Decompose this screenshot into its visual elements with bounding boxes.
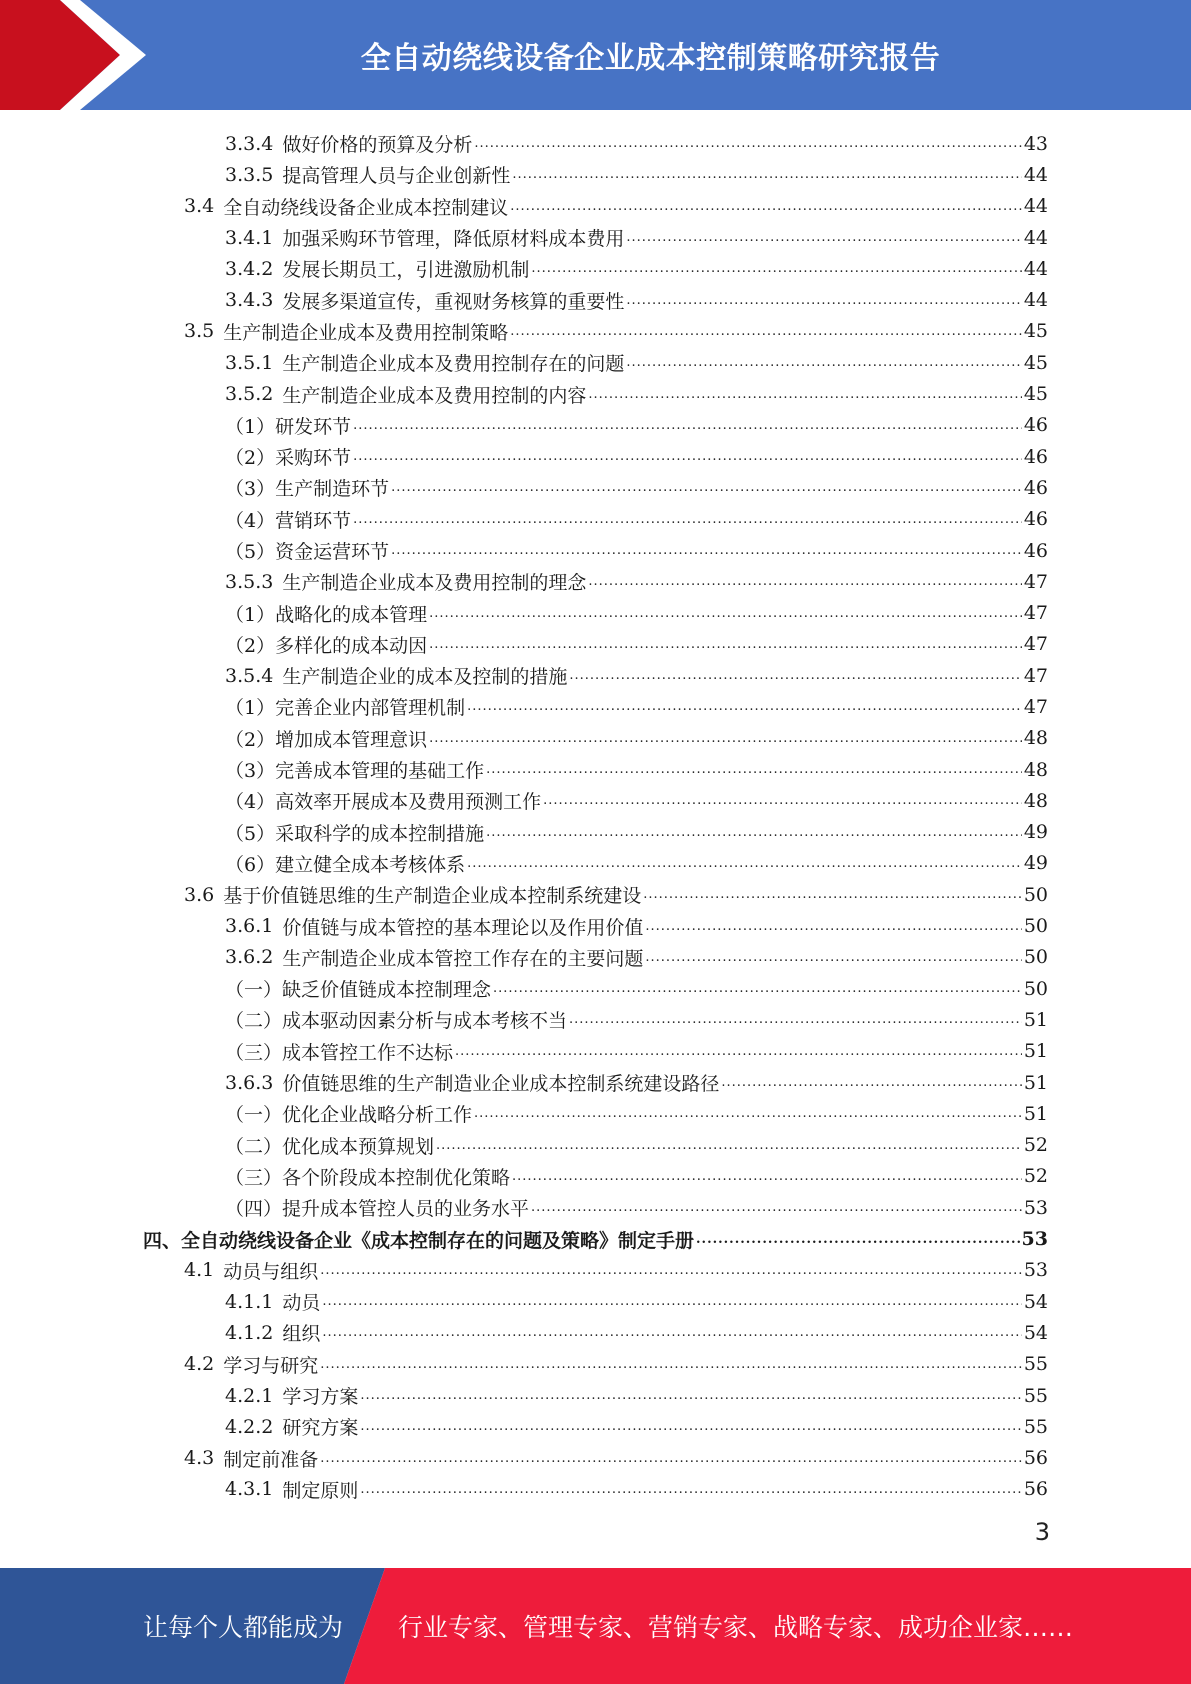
toc-entry-number: 3.5.2 (225, 383, 274, 406)
toc-entry-title: （二）优化成本预算规划 (225, 1135, 435, 1158)
toc-entry-page: 47 (1023, 664, 1048, 687)
toc-entry[interactable] (143, 504, 1048, 535)
toc-entry[interactable] (143, 159, 1048, 190)
toc-entry-title: 动员与组织 (223, 1260, 319, 1283)
toc-entry[interactable] (143, 441, 1048, 472)
toc-entry-number: 4.2.1 (225, 1384, 274, 1407)
toc-dot-leader (510, 199, 1022, 214)
toc-entry-title: 生产制造企业的成本及控制的措施 (282, 666, 568, 689)
toc-entry-page: 53 (1023, 1196, 1048, 1219)
toc-entry-title: 生产制造企业成本及费用控制存在的问题 (282, 353, 625, 376)
toc-entry[interactable] (143, 472, 1048, 503)
toc-entry-number: 4.2.2 (225, 1415, 274, 1438)
toc-entry-title: 生产制造企业成本及费用控制的理念 (282, 572, 587, 595)
toc-dot-leader (626, 355, 1021, 370)
toc-entry[interactable] (143, 1349, 1048, 1380)
toc-dot-leader (322, 1294, 1021, 1309)
toc-entry-number: 3.6.1 (225, 915, 274, 938)
toc-entry-title: （一）优化企业战略分析工作 (225, 1104, 473, 1127)
toc-entry[interactable] (143, 316, 1048, 347)
toc-entry[interactable] (143, 1442, 1048, 1473)
toc-entry[interactable] (143, 566, 1048, 597)
toc-dot-leader (569, 1012, 1022, 1027)
toc-entry[interactable] (143, 942, 1048, 973)
toc-entry-page: 51 (1023, 1040, 1048, 1063)
toc-entry-page: 46 (1023, 508, 1048, 531)
toc-entry[interactable] (143, 1067, 1048, 1098)
toc-entry-title: 学习与研究 (223, 1354, 319, 1377)
toc-entry[interactable] (143, 1317, 1048, 1348)
toc-entry-title: （2）采购环节 (225, 447, 352, 470)
toc-entry[interactable] (143, 754, 1048, 785)
toc-dot-leader (721, 1075, 1021, 1090)
table-of-contents (143, 128, 1048, 1505)
toc-entry-page: 53 (1023, 1259, 1048, 1282)
toc-entry-page: 46 (1023, 445, 1048, 468)
toc-dot-leader (486, 825, 1022, 840)
toc-dot-leader (391, 543, 1022, 558)
toc-entry-page: 45 (1023, 383, 1048, 406)
page-number: 3 (1034, 1518, 1050, 1546)
toc-dot-leader (626, 230, 1021, 245)
toc-entry-page: 50 (1023, 977, 1048, 1000)
toc-dot-leader (493, 981, 1022, 996)
toc-entry-title: （6）建立健全成本考核体系 (225, 853, 466, 876)
toc-entry-page: 52 (1023, 1165, 1048, 1188)
toc-entry-number: 3.6.3 (225, 1071, 274, 1094)
toc-dot-leader (429, 606, 1022, 621)
page-footer (0, 1568, 1191, 1684)
toc-entry[interactable] (143, 128, 1048, 159)
toc-entry[interactable] (143, 691, 1048, 722)
toc-entry-page: 47 (1023, 695, 1048, 718)
toc-entry-page: 50 (1023, 946, 1048, 969)
toc-entry-page: 48 (1023, 758, 1048, 781)
toc-entry-title: 制定原则 (282, 1479, 359, 1502)
toc-dot-leader (391, 480, 1022, 495)
toc-entry-page: 46 (1023, 414, 1048, 437)
toc-entry-number: 3.4.3 (225, 289, 274, 312)
toc-entry[interactable] (143, 222, 1048, 253)
toc-dot-leader (512, 1169, 1022, 1184)
toc-entry-title: （4）营销环节 (225, 509, 352, 532)
toc-entry-page: 46 (1023, 476, 1048, 499)
toc-entry-number: 3.3.4 (225, 132, 274, 155)
toc-entry[interactable] (143, 1130, 1048, 1161)
toc-entry-number: 3.6.2 (225, 946, 274, 969)
page-header (0, 0, 1191, 110)
toc-entry-page: 50 (1023, 883, 1048, 906)
toc-dot-leader (588, 574, 1021, 589)
toc-entry-page: 56 (1023, 1447, 1048, 1470)
toc-entry-title: （1）研发环节 (225, 415, 352, 438)
toc-entry[interactable] (143, 1192, 1048, 1223)
toc-entry-title: （3）生产制造环节 (225, 478, 390, 501)
toc-entry-title: （1）战略化的成本管理 (225, 603, 428, 626)
toc-dot-leader (643, 887, 1022, 902)
toc-dot-leader (474, 136, 1021, 151)
toc-entry-title: 提高管理人员与企业创新性 (282, 165, 511, 188)
toc-entry-page: 51 (1023, 1008, 1048, 1031)
toc-dot-leader (486, 762, 1022, 777)
toc-dot-leader (320, 1357, 1022, 1372)
toc-entry-page: 43 (1023, 132, 1048, 155)
toc-entry-title: （2）多样化的成本动因 (225, 634, 428, 657)
toc-entry-title: 生产制造企业成本及费用控制策略 (223, 321, 509, 344)
toc-entry-page: 55 (1023, 1353, 1048, 1376)
toc-dot-leader (322, 1325, 1021, 1340)
toc-entry-page: 51 (1023, 1071, 1048, 1094)
toc-entry-page: 46 (1023, 539, 1048, 562)
toc-entry[interactable] (143, 910, 1048, 941)
toc-entry[interactable] (143, 1255, 1048, 1286)
toc-entry-page: 49 (1023, 821, 1048, 844)
toc-entry-number: 4.1.2 (225, 1321, 274, 1344)
toc-entry-title: （2）增加成本管理意识 (225, 728, 428, 751)
toc-entry-page: 52 (1023, 1134, 1048, 1157)
toc-entry-title: 动员 (282, 1292, 321, 1315)
toc-dot-leader (455, 1044, 1022, 1059)
toc-entry-page: 53 (1021, 1228, 1048, 1251)
toc-entry[interactable] (143, 723, 1048, 754)
toc-entry-title: 基于价值链思维的生产制造企业成本控制系统建设 (223, 885, 642, 908)
toc-entry-title: 生产制造企业成本及费用控制的内容 (282, 384, 587, 407)
toc-entry-page: 54 (1023, 1290, 1048, 1313)
toc-dot-leader (360, 1419, 1021, 1434)
toc-entry-title: 学习方案 (282, 1386, 359, 1409)
toc-entry[interactable] (143, 1098, 1048, 1129)
toc-entry[interactable] (143, 660, 1048, 691)
toc-entry-page: 50 (1023, 915, 1048, 938)
toc-entry[interactable] (143, 879, 1048, 910)
toc-entry-page: 49 (1023, 852, 1048, 875)
toc-entry-number: 3.4 (184, 195, 215, 218)
toc-entry-page: 55 (1023, 1384, 1048, 1407)
toc-entry[interactable] (143, 535, 1048, 566)
toc-entry-title: （3）完善成本管理的基础工作 (225, 760, 485, 783)
toc-entry-page: 51 (1023, 1102, 1048, 1125)
toc-entry[interactable] (143, 597, 1048, 628)
toc-entry[interactable] (143, 410, 1048, 441)
toc-entry-number: 3.6 (184, 883, 215, 906)
toc-entry-page: 56 (1023, 1478, 1048, 1501)
toc-entry-page: 48 (1023, 789, 1048, 812)
toc-entry-title: （三）成本管控工作不达标 (225, 1041, 454, 1064)
toc-entry-title: （一）缺乏价值链成本控制理念 (225, 979, 492, 1002)
toc-entry[interactable] (143, 1474, 1048, 1505)
toc-dot-leader (531, 1200, 1022, 1215)
toc-entry-page: 44 (1023, 289, 1048, 312)
toc-dot-leader (474, 1106, 1022, 1121)
toc-entry[interactable] (143, 1380, 1048, 1411)
toc-entry-title: 制定前准备 (223, 1448, 319, 1471)
toc-dot-leader (353, 418, 1022, 433)
toc-dot-leader (626, 293, 1021, 308)
toc-entry-title: 四、全自动绕线设备企业《成本控制存在的问题及策略》制定手册 (143, 1229, 695, 1252)
toc-entry-number: 4.2 (184, 1353, 215, 1376)
toc-entry-page: 44 (1023, 226, 1048, 249)
toc-dot-leader (353, 449, 1022, 464)
toc-dot-leader (320, 1263, 1022, 1278)
toc-dot-leader (467, 856, 1022, 871)
toc-entry-number: 3.5.1 (225, 351, 274, 374)
toc-dot-leader (512, 167, 1021, 182)
toc-entry[interactable] (143, 1161, 1048, 1192)
toc-entry-title: 加强采购环节管理，降低原材料成本费用 (282, 228, 625, 251)
toc-entry-page: 54 (1023, 1321, 1048, 1344)
footer-slogan-right: 行业专家、管理专家、营销专家、战略专家、成功企业家…… (398, 1613, 1074, 1642)
toc-entry-page: 44 (1023, 257, 1048, 280)
toc-dot-leader (543, 793, 1022, 808)
toc-entry-title: 研究方案 (282, 1417, 359, 1440)
toc-dot-leader (360, 1482, 1021, 1497)
toc-entry-number: 3.4.2 (225, 257, 274, 280)
toc-dot-leader (429, 637, 1022, 652)
toc-entry-title: 价值链与成本管控的基本理论以及作用价值 (282, 916, 644, 939)
toc-dot-leader (588, 387, 1021, 402)
toc-dot-leader (696, 1232, 1020, 1247)
toc-entry[interactable] (143, 817, 1048, 848)
toc-dot-leader (645, 919, 1021, 934)
toc-entry-page: 47 (1023, 570, 1048, 593)
toc-entry-page: 47 (1023, 633, 1048, 656)
toc-entry-title: 做好价格的预算及分析 (282, 134, 473, 157)
toc-entry[interactable] (143, 1223, 1048, 1254)
toc-entry-number: 3.5 (184, 320, 215, 343)
toc-entry[interactable] (143, 1411, 1048, 1442)
toc-entry-number: 4.1.1 (225, 1290, 274, 1313)
toc-entry-title: （二）成本驱动因素分析与成本考核不当 (225, 1010, 568, 1033)
toc-entry[interactable] (143, 378, 1048, 409)
toc-entry-number: 3.5.3 (225, 570, 274, 593)
toc-entry-page: 45 (1023, 351, 1048, 374)
toc-entry-title: 发展长期员工，引进激励机制 (282, 259, 530, 282)
toc-entry-page: 44 (1023, 195, 1048, 218)
toc-entry[interactable] (143, 973, 1048, 1004)
report-title: 全自动绕线设备企业成本控制策略研究报告 (360, 41, 941, 76)
toc-entry-number: 4.3.1 (225, 1478, 274, 1501)
toc-dot-leader (360, 1388, 1021, 1403)
toc-dot-leader (320, 1451, 1022, 1466)
toc-entry-title: （1）完善企业内部管理机制 (225, 697, 466, 720)
toc-entry-title: 价值链思维的生产制造业企业成本控制系统建设路径 (282, 1073, 720, 1096)
toc-entry[interactable] (143, 253, 1048, 284)
toc-dot-leader (436, 1138, 1022, 1153)
toc-entry[interactable] (143, 1286, 1048, 1317)
toc-dot-leader (467, 699, 1022, 714)
toc-entry-title: 发展多渠道宣传，重视财务核算的重要性 (282, 290, 625, 313)
footer-slogan-left: 让每个人都能成为 (143, 1613, 344, 1642)
toc-entry-number: 3.4.1 (225, 226, 274, 249)
toc-entry-title: 生产制造企业成本管控工作存在的主要问题 (282, 947, 644, 970)
toc-dot-leader (353, 512, 1022, 527)
toc-entry-title: （5）资金运营环节 (225, 541, 390, 563)
toc-entry-page: 45 (1023, 320, 1048, 343)
toc-entry[interactable] (143, 1036, 1048, 1067)
toc-entry-page: 55 (1023, 1415, 1048, 1438)
toc-entry[interactable] (143, 629, 1048, 660)
toc-entry-title: （四）提升成本管控人员的业务水平 (225, 1198, 530, 1221)
toc-entry-page: 48 (1023, 727, 1048, 750)
toc-dot-leader (531, 261, 1021, 276)
toc-entry-page: 47 (1023, 602, 1048, 625)
toc-entry-number: 3.3.5 (225, 163, 274, 186)
toc-entry-title: （5）采取科学的成本控制措施 (225, 822, 485, 845)
toc-entry-page: 44 (1023, 163, 1048, 186)
toc-dot-leader (569, 668, 1021, 683)
toc-entry-title: （4）高效率开展成本及费用预测工作 (225, 791, 542, 814)
toc-dot-leader (510, 324, 1022, 339)
toc-entry-title: 全自动绕线设备企业成本控制建议 (223, 196, 509, 219)
toc-entry[interactable] (143, 848, 1048, 879)
toc-entry[interactable] (143, 284, 1048, 315)
toc-entry-number: 4.3 (184, 1447, 215, 1470)
toc-entry-number: 4.1 (184, 1259, 215, 1282)
toc-dot-leader (429, 731, 1022, 746)
toc-dot-leader (645, 950, 1021, 965)
toc-entry-title: （三）各个阶段成本控制优化策略 (225, 1166, 511, 1189)
toc-entry-number: 3.5.4 (225, 664, 274, 687)
toc-entry[interactable] (143, 347, 1048, 378)
toc-entry[interactable] (143, 191, 1048, 222)
toc-entry[interactable] (143, 785, 1048, 816)
toc-entry[interactable] (143, 1004, 1048, 1035)
toc-entry-title: 组织 (282, 1323, 321, 1346)
